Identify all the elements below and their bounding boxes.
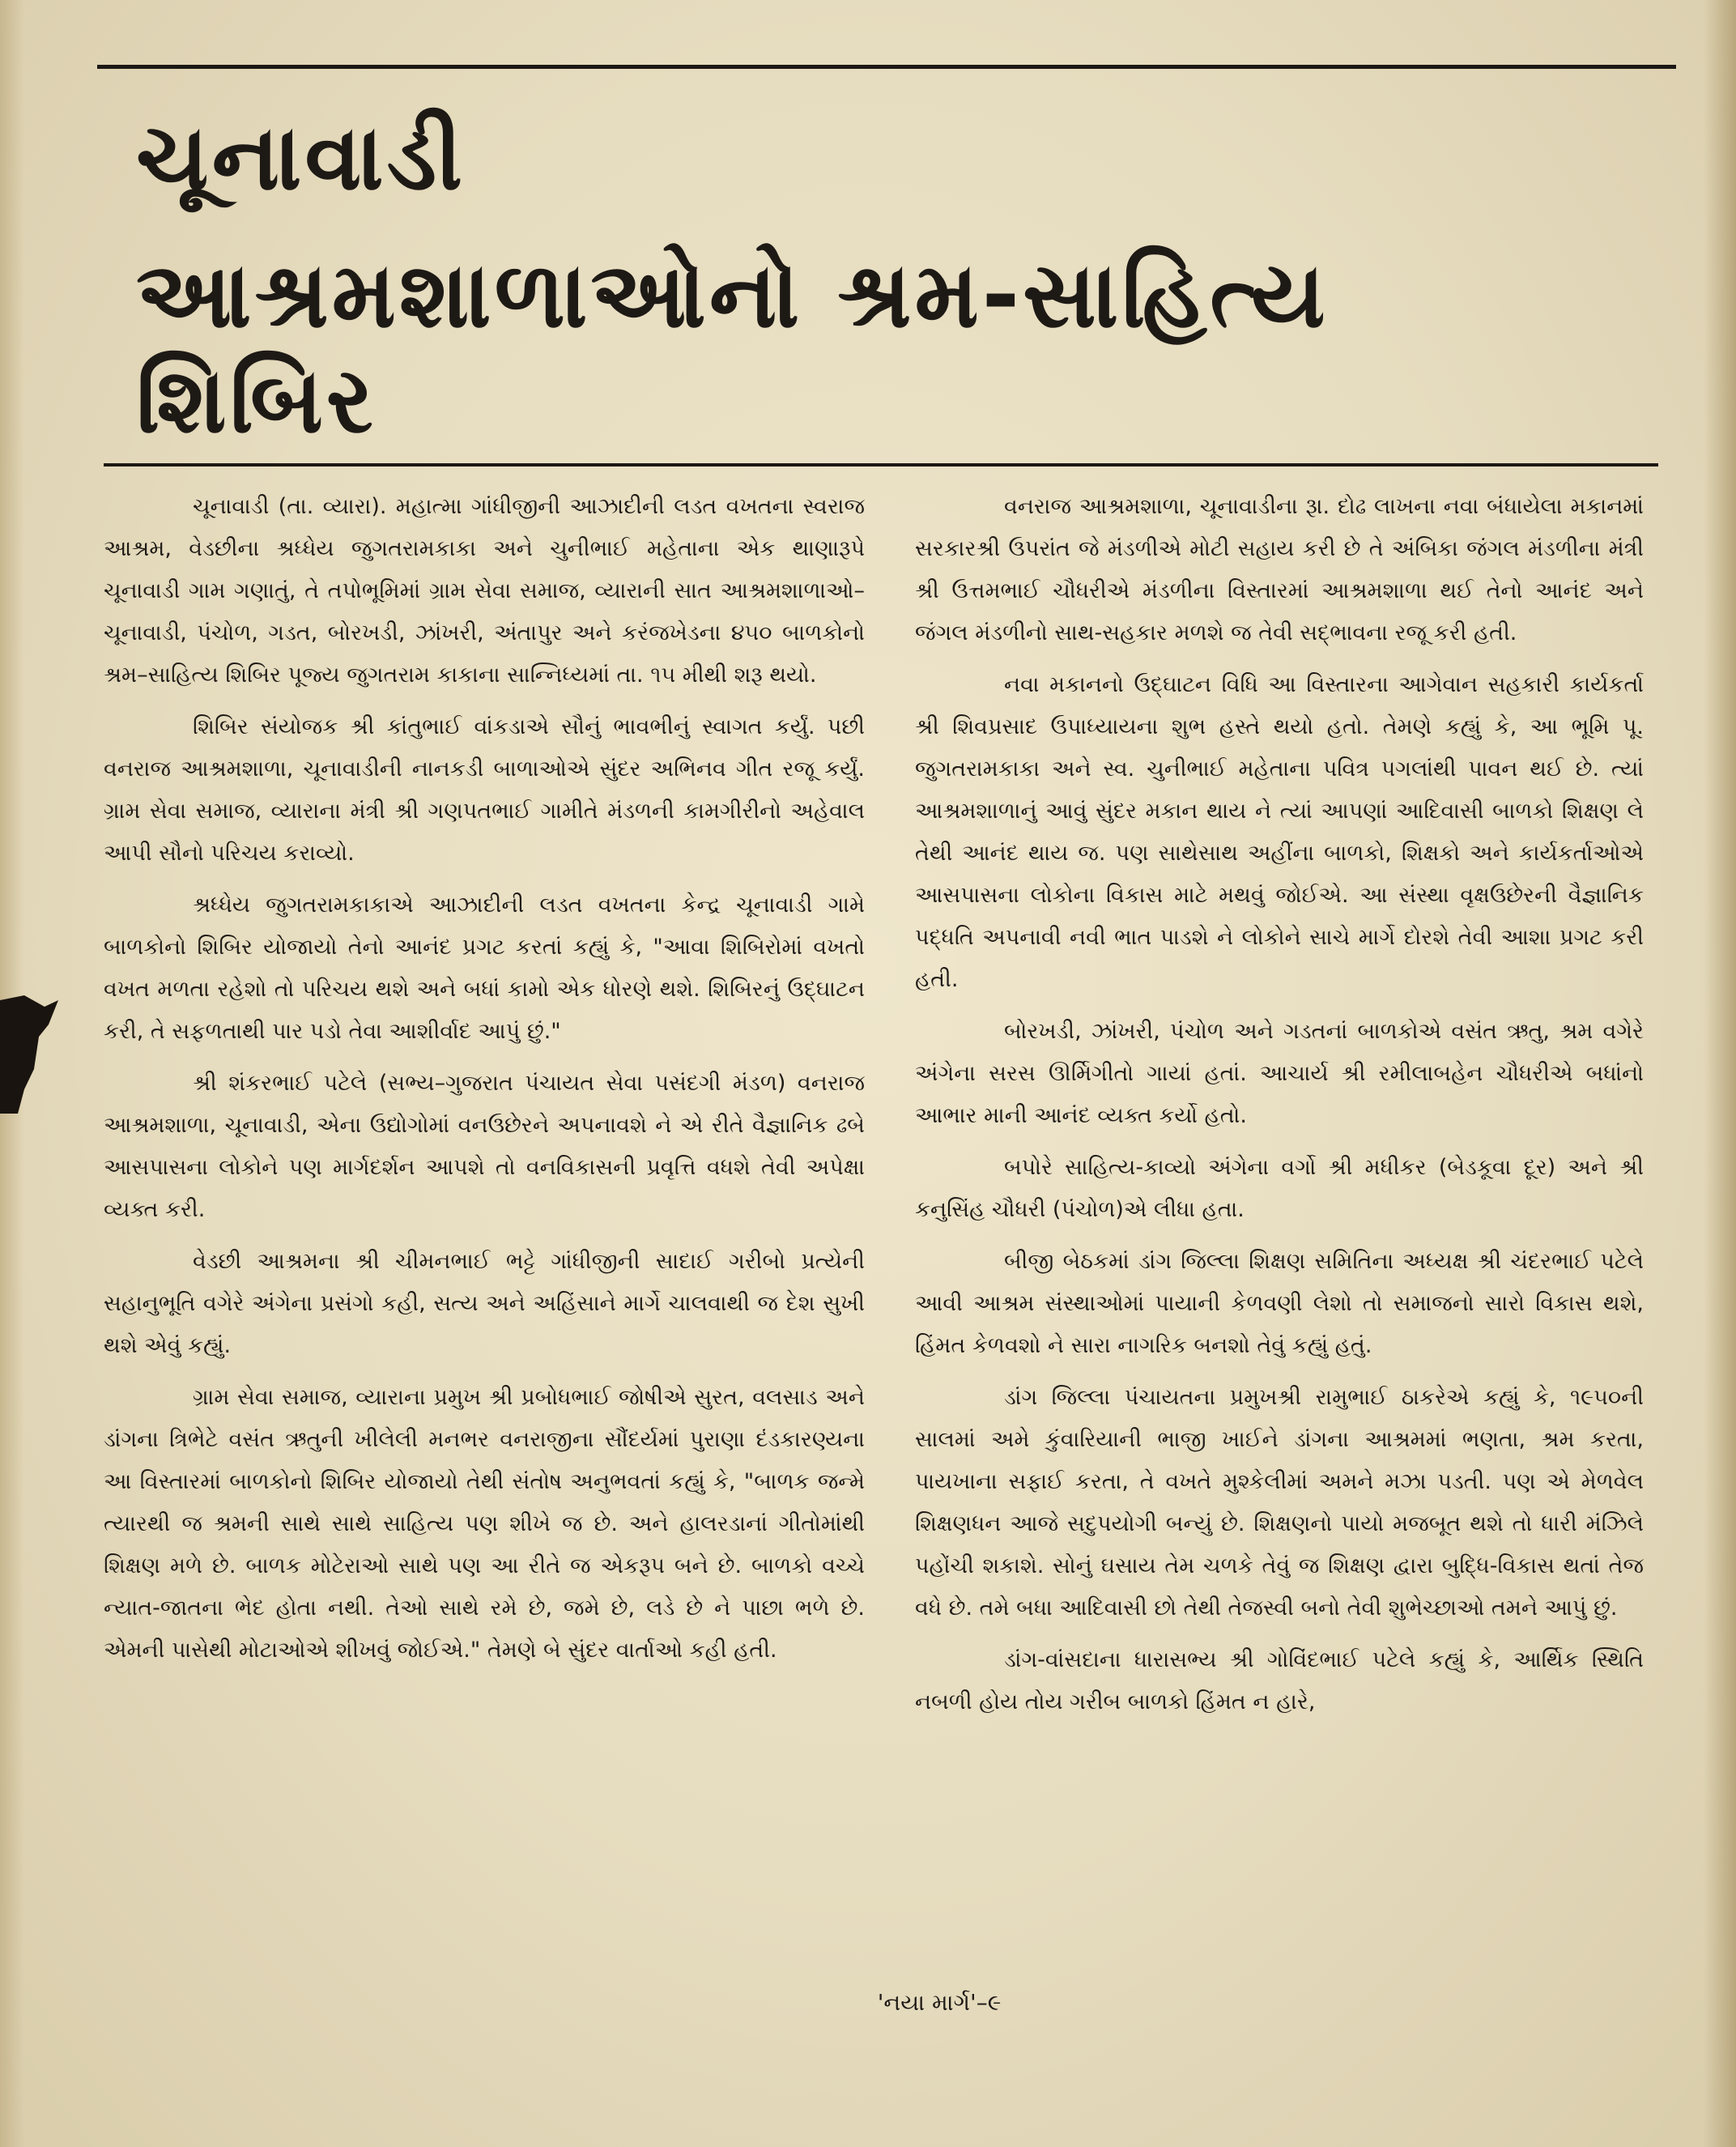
left-paragraph-4: શ્રી શંકરભાઈ પટેલે (સભ્ય–ગુજરાત પંચાયત સેવા પસંદગી મંડળ) વનરાજ આશ્રમશાળા, ચૂનાવાડી, એના ઉદ્યોગોમાં વનઉછેરને અપનાવશે ને એ રીતે વૈજ્ઞાનિક ઢબે આસપાસના લોકોને પણ માર્ગદર્શન આપશે તો વનવિકાસની પ્રવૃત્તિ વધશે તેવી અપેક્ષા વ્યક્ત કરી. [104,1071,865,1222]
right-paragraph-1: વનરાજ આશ્રમશાળા, ચૂનાવાડીના રૂા. દોઢ લાખના નવા બંધાયેલા મકાનમાં સરકારશ્રી ઉપરાંત જે મંડળીએ મોટી સહાય કરી છે તે અંબિકા જંગલ મંડળીના મંત્રી શ્રી ઉત્તમભાઈ ચૌધરીએ મંડળીના વિસ્તારમાં આશ્રમશાળા થઈ તેનો આનંદ અને જંગલ મંડળીનો સાથ-સહકાર મળશે જ તેવી સદ્‌ભાવના રજૂ કરી હતી. [915,494,1644,645]
right-paragraph-4: બપોરે સાહિત્ય-કાવ્યો અંગેના વર્ગો શ્રી મધીકર (બેડકૂવા દૂર) અને શ્રી કનુસિંહ ચૌધરી (પંચોળ)એ લીધા હતા. [915,1155,1644,1222]
title-underline [104,463,1658,466]
title-line-1: ચૂનાવાડી [136,105,466,211]
left-paragraph-2: શિબિર સંયોજક શ્રી કાંતુભાઈ વાંકડાએ સૌનું ભાવભીનું સ્વાગત કર્યું. પછી વનરાજ આશ્રમશાળા, ચૂનાવાડીની નાનકડી બાળાઓએ સુંદર અભિનવ ગીત રજૂ કર્યું. ગ્રામ સેવા સમાજ, વ્યારાના મંત્રી શ્રી ગણપતભાઈ ગામીતે મંડળની કામગીરીનો અહેવાલ આપી સૌનો પરિચય કરાવ્યો. [104,714,865,866]
page-footer: 'નયા માર્ગ'–૯ [877,1989,1002,2016]
top-rule [97,65,1676,69]
title-line-3: શિબિર [136,348,377,454]
title-line-2: આશ્રમશાળાઓનો શ્રમ-સાહિત્ય [136,243,1329,348]
right-paragraph-5: બીજી બેઠકમાં ડાંગ જિલ્લા શિક્ષણ સમિતિના અધ્યક્ષ શ્રી ચંદરભાઈ પટેલે આવી આશ્રમ સંસ્થાઓમાં પાયાની કેળવણી લેશો તો સમાજનો સારો વિકાસ થશે, હિંમત કેળવશો ને સારા નાગરિક બનશો તેવું કહ્યું હતું. [915,1249,1644,1358]
left-paragraph-1: ચૂનાવાડી (તા. વ્યારા). મહાત્મા ગાંધીજીની આઝાદીની લડત વખતના સ્વરાજ આશ્રમ, વેડછીના શ્રધ્ધેય જુગતરામકાકા અને ચુનીભાઈ મહેતાના એક થાણારૂપે ચૂનાવાડી ગામ ગણાતું, તે તપોભૂમિમાં ગ્રામ સેવા સમાજ, વ્યારાની સાત આશ્રમશાળાઓ–ચૂનાવાડી, પંચોળ, ગડત, બોરખડી, ઝાંખરી, અંતાપુર અને કરંજખેડના ૪૫૦ બાળકોનો શ્રમ–સાહિત્ય શિબિર પૂજ્ય જુગતરામ કાકાના સાન્નિધ્યમાં તા. ૧૫ મીથી શરૂ થયો. [104,494,865,688]
left-paragraph-6: ગ્રામ સેવા સમાજ, વ્યારાના પ્રમુખ શ્રી પ્રબોધભાઈ જોષીએ સુરત, વલસાડ અને ડાંગના ત્રિભેટે વસંત ઋતુની ખીલેલી મનભર વનરાજીના સૌંદર્યમાં પુરાણા દંડકારણ્યના આ વિસ્તારમાં બાળકોનો શિબિર યોજાયો તેથી સંતોષ અનુભવતાં કહ્યું કે, "બાળક જન્મે ત્યારથી જ શ્રમની સાથે સાથે સાહિત્ય પણ શીખે જ છે. અને હાલરડાનાં ગીતોમાંથી શિક્ષણ મળે છે. બાળક મોટેરાઓ સાથે પણ આ રીતે જ એકરૂપ બને છે. બાળકો વચ્ચે ન્યાત-જાતના ભેદ હોતા નથી. તેઓ સાથે રમે છે, જમે છે, લડે છે ને પાછા ભળે છે. એમની પાસેથી મોટાઓએ શીખવું જોઈએ." તેમણે બે સુંદર વાર્તાઓ કહી હતી. [104,1385,865,1663]
left-paragraph-3: શ્રધ્ધેય જુગતરામકાકાએ આઝાદીની લડત વખતના કેન્દ્ર ચૂનાવાડી ગામે બાળકોનો શિબિર યોજાયો તેનો આનંદ પ્રગટ કરતાં કહ્યું કે, "આવા શિબિરોમાં વખતો વખત મળતા રહેશો તો પરિચય થશે અને બધાં કામો એક ધોરણે થશે. શિબિરનું ઉદ્‌ઘાટન કરી, તે સફળતાથી પાર પડો તેવા આશીર્વાદ આપું છું." [104,892,865,1044]
left-paragraph-5: વેડછી આશ્રમના શ્રી ચીમનભાઈ ભટ્ટે ગાંધીજીની સાદાઈ ગરીબો પ્રત્યેની સહાનુભૂતિ વગેરે અંગેના પ્રસંગો કહી, સત્ય અને અહિંસાને માર્ગે ચાલવાથી જ દેશ સુખી થશે એવું કહ્યું. [104,1249,865,1358]
paper-tear-mark [0,992,77,1114]
article-right-column [915,486,1644,1733]
article-left-column [104,486,865,1681]
right-paragraph-6: ડાંગ જિલ્લા પંચાયતના પ્રમુખશ્રી રામુભાઈ ઠાકરેએ કહ્યું કે, ૧૯૫૦ની સાલમાં અમે કુંવારિયાની ભાજી ખાઈને ડાંગના આશ્રમમાં ભણતા, શ્રમ કરતા, પાયખાના સફાઈ કરતા, તે વખતે મુશ્કેલીમાં અમને મઝા પડતી. પણ એ મેળવેલ શિક્ષણધન આજે સદુપયોગી બન્યું છે. શિક્ષણનો પાયો મજબૂત થશે તો ધારી મંઝિલે પહોંચી શકાશે. સોનું ઘસાય તેમ ચળકે તેવું જ શિક્ષણ દ્વારા બુદ્ધિ-વિકાસ થતાં તેજ વધે છે. તમે બધા આદિવાસી છો તેથી તેજસ્વી બનો તેવી શુભેચ્છાઓ તમને આપું છું. [915,1385,1644,1621]
right-paragraph-2: નવા મકાનનો ઉદ્‌ઘાટન વિધિ આ વિસ્તારના આગેવાન સહકારી કાર્યકર્તા શ્રી શિવપ્રસાદ ઉપાધ્યાયના શુભ હસ્તે થયો હતો. તેમણે કહ્યું કે, આ ભૂમિ પૂ. જુગતરામકાકા અને સ્વ. ચુનીભાઈ મહેતાના પવિત્ર પગલાંથી પાવન થઈ છે. ત્યાં આશ્રમશાળાનું આવું સુંદર મકાન થાય ને ત્યાં આપણાં આદિવાસી બાળકો શિક્ષણ લે તેથી આનંદ થાય જ. પણ સાથેસાથ અહીંના બાળકો, શિક્ષકો અને કાર્યકર્તાઓએ આસપાસના લોકોના વિકાસ માટે મથવું જોઈએ. આ સંસ્થા વૃક્ષઉછેરની વૈજ્ઞાનિક પદ્ધતિ અપનાવી નવી ભાત પાડશે ને લોકોને સાચે માર્ગે દોરશે તેવી આશા પ્રગટ કરી હતી. [915,672,1644,992]
right-paragraph-3: બોરખડી, ઝાંખરી, પંચોળ અને ગડતનાં બાળકોએ વસંત ઋતુ, શ્રમ વગેરે અંગેના સરસ ઊર્મિગીતો ગાયાં હતાં. આચાર્ય શ્રી રમીલાબહેન ચૌધરીએ બધાંનો આભાર માની આનંદ વ્યક્ત કર્યો હતો. [915,1019,1644,1128]
paper-edge-shadow-right [1704,0,1736,2147]
right-paragraph-7: ડાંગ-વાંસદાના ધારાસભ્ય શ્રી ગોવિંદભાઈ પટેલે કહ્યું કે, આર્થિક સ્થિતિ નબળી હોય તોય ગરીબ બાળકો હિંમત ન હારે, [915,1647,1644,1715]
